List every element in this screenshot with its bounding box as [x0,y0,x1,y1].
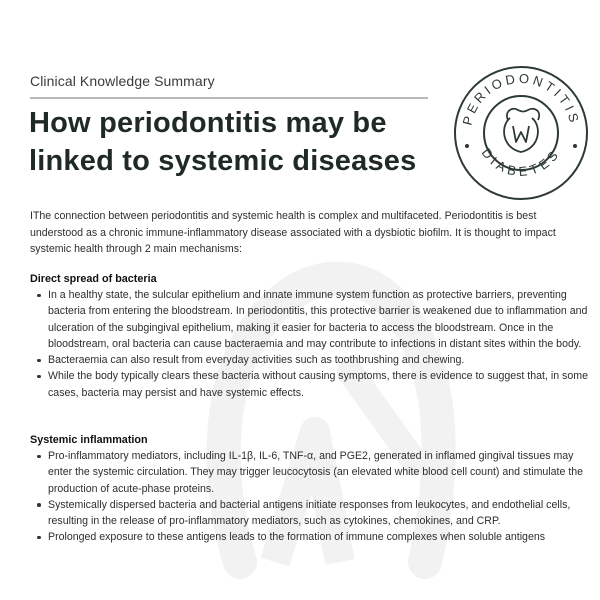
header-divider [30,97,428,99]
list-item: While the body typically clears these bacteria without causing symptoms, there is evidence to suggest that, in some cases, bacteria may persist and have systemic effects. [48,368,590,401]
section-heading: Systemic inflammation [30,434,148,446]
tooth-icon [504,109,539,152]
svg-text:DIABETES [479,145,564,179]
list-item: Bacteraemia can also result from everyday activities such as toothbrushing and chewing. [48,352,590,368]
page-title: How periodontitis may be linked to systemic diseases [29,107,417,177]
badge-bottom-text: DIABETES [478,145,564,180]
bullet-list [30,287,590,401]
list-item: Systemically dispersed bacteria and bacterial antigens initiate responses from leukocytes, and endothelial cells, resulting in the release of pro-inflammatory mediators, such as cytokines, chemokines, and CRP. [48,497,590,530]
list-item: In a healthy state, the sulcular epithelium and innate immune system function as protective barriers, preventing bacteria from entering the bloodstream. In periodontitis, this protective barrier is weakened due to inflammation and ulceration of the subgingival epithelium, making it easier for bacteria to access the bloodstream. Once in the bloodstream, oral bacteria can cause bacteraemia and may contribute to infections in distant sites within the body. [48,287,590,352]
badge-top-text: PERIODONTITIS [459,70,583,127]
periodontitis-diabetes-badge [450,62,592,204]
intro-paragraph: IThe connection between periodontitis and systemic health is complex and multifaceted. Periodontitis is best understood as a chronic immune-inflammatory disease associated with a dysbiotic biofilm. It is thought to impact systemic health through 2 main mechanisms: [30,210,556,255]
section-systemic-inflammation [30,432,590,546]
list-item: Pro-inflammatory mediators, including IL-1β, IL-6, TNF-α, and PGE2, generated in inflamed gingival tissues may enter the systemic circulation. They may trigger leucocytosis (an elevated white blood cell count) and stimulate the production of acute-phase proteins. [48,448,590,497]
document-kicker: Clinical Knowledge Summary [30,73,215,89]
bullet-list [30,448,590,546]
section-heading: Direct spread of bacteria [30,273,157,285]
section-direct-spread [30,271,590,401]
list-item: Prolonged exposure to these antigens leads to the formation of immune complexes when soluble antigens [48,529,590,545]
svg-text:PERIODONTITIS [460,71,583,127]
